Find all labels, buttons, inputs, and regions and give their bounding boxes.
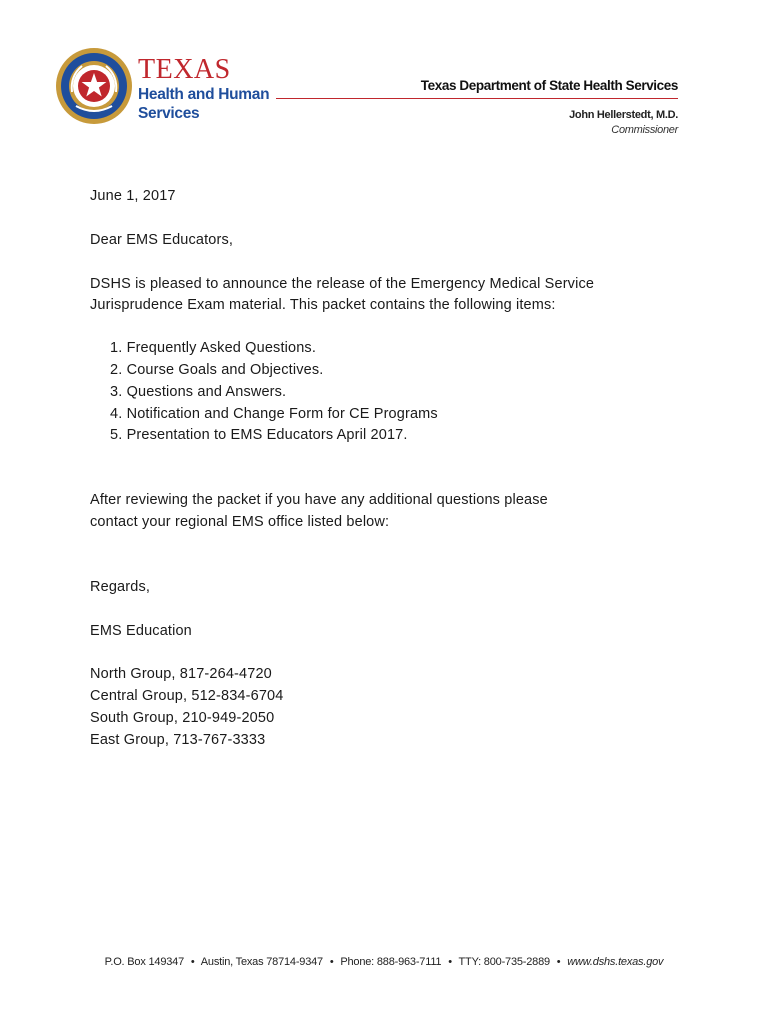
footer-city: Austin, Texas 78714-9347 [200,956,323,968]
list-item: 4. Notification and Change Form for CE Programs [110,405,438,422]
letter-body [90,186,690,752]
intro-line-2: Jurisprudence Exam material. This packet contains the following items: [90,297,556,314]
contact-central: Central Group, 512-834-6704 [90,688,284,705]
commissioner-title: Commissioner [611,124,678,136]
footer-website-link[interactable]: www.dshs.texas.gov [567,956,664,968]
salutation: Dear EMS Educators, [90,231,234,248]
footer-separator: • [329,956,334,968]
signature: EMS Education [90,622,192,639]
list-item: 1. Frequently Asked Questions. [110,340,316,357]
closing: Regards, [90,578,151,595]
contact-north: North Group, 817-264-4720 [90,666,272,683]
contact-south: South Group, 210-949-2050 [90,709,275,726]
commissioner-name: John Hellerstedt, M.D. [569,109,678,121]
org-name-line2: Health and Human [138,86,270,103]
intro-line-1: DSHS is pleased to announce the release of the Emergency Medical Service [90,275,595,292]
department-name: Texas Department of State Health Services [420,78,678,93]
list-item: 2. Course Goals and Objectives. [110,361,324,378]
followup-line-2: contact your regional EMS office listed below: [90,513,390,530]
org-name [138,56,269,121]
contact-east: East Group, 713-767-3333 [90,731,266,748]
texas-hhs-seal-logo [54,46,134,126]
list-item: 3. Questions and Answers. [110,383,287,400]
header-rule [276,98,678,99]
footer-contact-line [0,956,768,968]
followup-line-1: After reviewing the packet if you have any additional questions please [90,492,548,509]
footer-phone: Phone: 888-963-7111 [340,956,442,968]
footer-separator: • [190,956,195,968]
footer-separator: • [448,956,452,968]
footer-separator: • [556,956,561,968]
org-name-line3: Services [138,104,200,122]
letter-date: June 1, 2017 [90,188,176,204]
list-item: 5. Presentation to EMS Educators April 2017. [110,427,408,444]
packet-items-list [90,338,690,447]
footer-tty: TTY: 800-735-2889 [458,956,550,968]
footer-po-box: P.O. Box 149347 [104,956,184,968]
org-name-line1: TEXAS [138,54,231,85]
